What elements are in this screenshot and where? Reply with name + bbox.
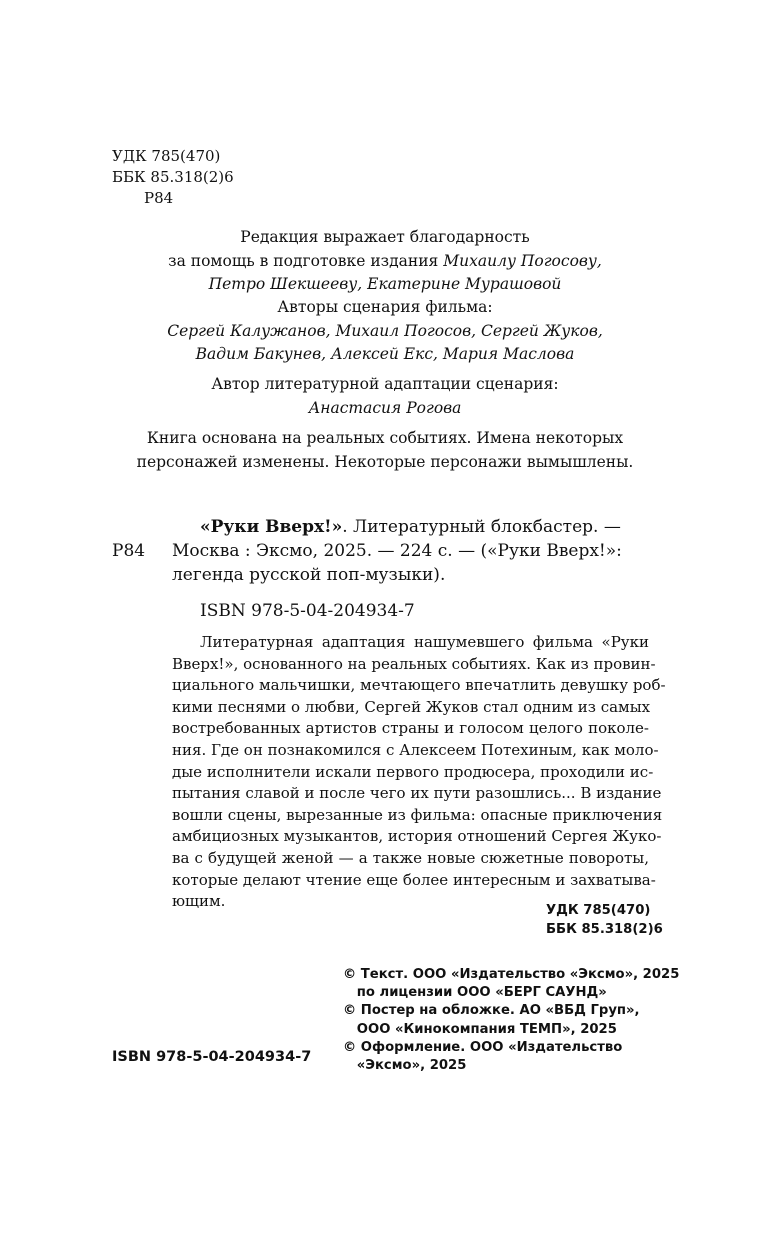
copyright-line: по лицензии ООО «БЕРГ САУНД»: [343, 985, 607, 1001]
ack-line-2: [100, 250, 670, 274]
annotation-line: кими песнями о любви, Сергей Жуков стал одним из самых: [172, 697, 651, 716]
footer-isbn: ISBN 978-5-04-204934-7: [112, 1049, 312, 1065]
annotation-line: циального мальчишки, мечтающего впечатлить девушку роб-: [172, 676, 666, 695]
annotation-line: Литературная адаптация нашумевшего фильма «Руки: [200, 633, 649, 651]
screenwriters-names-2: Вадим Бакунев, Алексей Екс, Мария Маслова: [195, 345, 575, 363]
screenwriters-block: [100, 296, 670, 367]
annotation-line: пытания славой и после чего их пути разошлись... В издание: [172, 784, 662, 803]
copyright-line: © Текст. ООО «Издательство «Эксмо», 2025: [343, 967, 680, 982]
copyright-line: ООО «Кинокомпания ТЕМП», 2025: [343, 1021, 617, 1037]
disclaimer-block: [100, 427, 670, 474]
bbk-code: ББК 85.318(2)6: [112, 168, 234, 186]
ack-line-1: Редакция выражает благодарность: [240, 228, 530, 246]
annotation-line: ния. Где он познакомился с Алексеем Потехиным, как моло-: [172, 740, 659, 759]
screenwriters-heading: Авторы сценария фильма:: [277, 298, 493, 316]
bib-line-2: Москва : Эксмо, 2025. — 224 с. — («Руки Вверх!»:: [172, 541, 622, 561]
copyright-line: © Постер на обложке. АО «ВБД Груп»,: [343, 1003, 640, 1019]
annotation-line: вошли сцены, вырезанные из фильма: опасные приключения: [172, 805, 663, 824]
udk-code: УДК 785(470): [112, 147, 221, 165]
bib-line-1: [172, 515, 649, 539]
bib-author-sign: Р84: [112, 541, 146, 561]
bib-line-3: легенда русской поп-музыки).: [172, 565, 446, 585]
copyright-block: [343, 966, 679, 1075]
annotation-line: дые исполнители искали первого продюсера, проходили ис-: [172, 762, 654, 781]
disclaimer-line-2: персонажей изменены. Некоторые персонажи вымышлены.: [136, 452, 634, 471]
ack-line-2-text: за помощь в подготовке издания: [168, 251, 444, 270]
copyright-line: «Эксмо», 2025: [343, 1058, 467, 1074]
annotation-udk: УДК 785(470): [546, 903, 651, 918]
annotation-line: ющим.: [172, 892, 226, 911]
annotation: [172, 632, 666, 913]
bib-line-1-rest: . Литературный блокбастер. —: [342, 517, 621, 537]
disclaimer-line-1: Книга основана на реальных событиях. Имена некоторых: [146, 429, 624, 447]
annotation-line: востребованных артистов страны и голосом целого поколе-: [172, 719, 649, 738]
annotation-line: ва с будущей женой — а также новые сюжетные повороты,: [172, 848, 649, 867]
adaptation-block: [100, 373, 670, 420]
annotation-line: которые делают чтение еще более интересным и захватыва-: [172, 870, 656, 889]
screenwriters-names-1: Сергей Калужанов, Михаил Погосов, Сергей Жуков,: [167, 321, 603, 340]
bib-title: «Руки Вверх!»: [200, 517, 343, 537]
annotation-line: амбициозных музыкантов, история отношений Сергея Жуко-: [172, 827, 662, 846]
adaptation-heading: Автор литературной адаптации сценария:: [211, 375, 559, 393]
annotation-bbk: ББК 85.318(2)6: [546, 922, 663, 937]
annotation-line: Вверх!», основанного на реальных событиях. Как из провин-: [172, 654, 656, 673]
acknowledgement-block: [100, 226, 670, 297]
author-sign: Р84: [144, 189, 174, 207]
ack-line-3: Петро Шекшееву, Екатерине Мурашовой: [208, 275, 562, 293]
bibliographic-record: [172, 515, 649, 623]
classification-block: [112, 146, 234, 209]
bib-isbn: ISBN 978-5-04-204934-7: [200, 601, 415, 621]
ack-line-2-name: Михаилу Погосову,: [443, 251, 602, 270]
adaptation-name: Анастасия Рогова: [308, 398, 462, 417]
copyright-line: © Оформление. ООО «Издательство: [343, 1039, 623, 1055]
